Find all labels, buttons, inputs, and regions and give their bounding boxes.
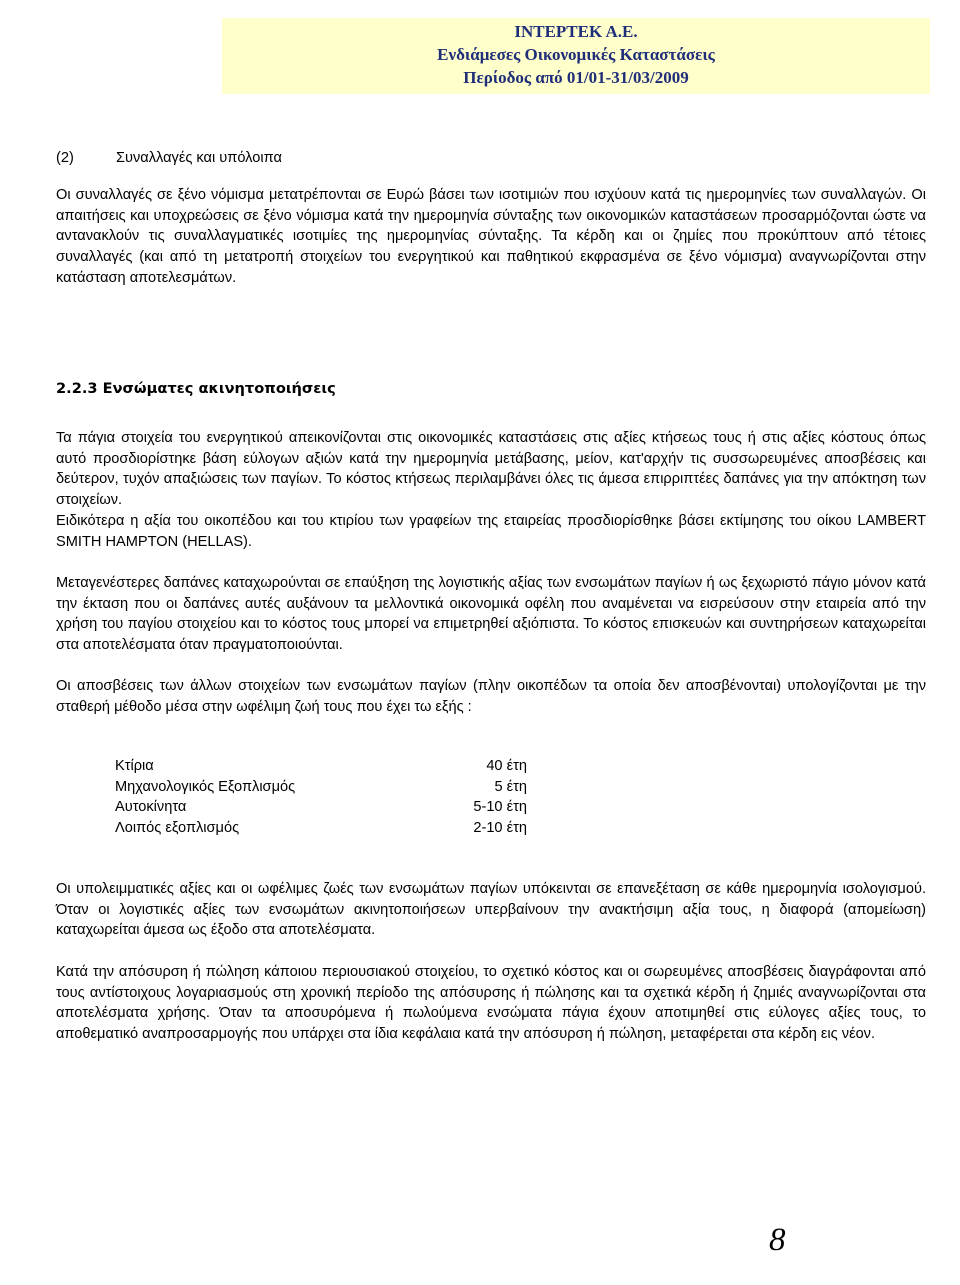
useful-life-value: 5 έτη: [494, 778, 527, 795]
section-heading-tangible-assets: 2.2.3 Ενσώματες ακινητοποιήσεις: [56, 380, 336, 397]
section-title: Συναλλαγές και υπόλοιπα: [116, 150, 282, 166]
useful-life-value: 2-10 έτη: [473, 820, 527, 837]
paragraph-asset-valuation: Τα πάγια στοιχεία του ενεργητικού απεικονίζονται στις οικονομικές καταστάσεις στις αξίες κτήσεως τους ή στις αξίες κόστους όπως αυτό προσδιορίστηκε βάση εύλογων αξιών κατά την ημερομηνία μετάβασης, μείον, κατ'αρχήν τις συσσωρευμένες αποσβέσεις και δεύτερον, τυχόν απαξιώσεις των παγίων. Το κόστος κτήσεως περιλαμβάνει όλες τις άμεσα επιρριπτέες δαπάνες για την απόκτηση των στοιχείων.: [56, 430, 926, 509]
table-row: [115, 777, 527, 798]
paragraph-depreciation: Οι αποσβέσεις των άλλων στοιχείων των ενσωμάτων παγίων (πλην οικοπέδων τα οποία δεν αποσβένονται) υπολογίζονται με την σταθερή μέθοδο μέσα στην ωφέλιμη ζωή τους που έχει τω εξής :: [56, 678, 926, 715]
company-name: INTEPTEK A.E.: [514, 22, 638, 41]
useful-life-value: 40 έτη: [486, 758, 527, 774]
asset-label: Μηχανολογικός Εξοπλισμός: [115, 778, 296, 795]
paragraph-subsequent-costs: Μεταγενέστερες δαπάνες καταχωρούνται σε επαύξηση της λογιστικής αξίας των ενσωμάτων παγίων ή ως ξεχωριστό πάγιο μόνον κατά την έκταση που οι δαπάνες αυτές αυξάνουν τα μελλοντικά οικονομικά οφέλη που αναμένεται να εισρεύσουν στην εταιρεία από την χρήση του παγίου στοιχείου και το κόστος τους μπορεί να επιμετρηθεί αξιόπιστα. Το κόστος επισκευών και συντηρήσεων καταχωρείται στα αποτελέσματα όταν πραγματοποιούνται.: [56, 575, 926, 654]
section-number: (2): [56, 150, 74, 166]
report-title: Ενδιάμεσες Οικονομικές Καταστάσεις: [437, 45, 715, 64]
paragraph-land-building-valuation: Ειδικότερα η αξία του οικοπέδου και του κτιρίου των γραφείων της εταιρείας προσδιορίσθηκε βάσει εκτίμησης του οίκου LAMBERT SMITH HAMPTON (HELLAS).: [56, 513, 926, 550]
asset-label: Κτίρια: [115, 758, 154, 774]
table-row: [115, 756, 527, 777]
page-number: 8: [769, 1222, 786, 1258]
asset-label: Αυτοκίνητα: [115, 799, 187, 816]
paragraph-disposal: Κατά την απόσυρση ή πώληση κάποιου περιουσιακού στοιχείου, το σχετικό κόστος και οι σωρευμένες αποσβέσεις διαγράφονται από τους αντίστοιχους λογαριασμούς στη χρονική περίοδο της απόσυρσης ή πώλησης και τα σχετικά κέρδη ή ζημιές αναγνωρίζονται στα αποτελέσματα χρήσης. Όταν τα αποσυρόμενα ή πωλούμενα ενσώματα πάγια έχουν αποτιμηθεί στις εύλογες αξίες τους, το αποθεματικό αναπροσαρμογής που υπάρχει στα ίδια κεφάλαια κατά την απόσυρση ή πώληση, μεταφέρεται στα κέρδη εις νέον.: [56, 964, 926, 1043]
table-row: [115, 818, 527, 839]
paragraph-foreign-currency: Οι συναλλαγές σε ξένο νόμισμα μετατρέπονται σε Ευρώ βάσει των ισοτιμιών που ισχύουν κατά τις ημερομηνίες των συναλλαγών. Οι απαιτήσεις και υποχρεώσεις σε ξένο νόμισμα κατά την ημερομηνία σύνταξης των οικονομικών καταστάσεων προσαρμόζονται ώστε να αντανακλούν τις συναλλαγματικές ισοτιμίες της ημερομηνίας σύνταξης. Τα κέρδη και οι ζημίες που προκύπτουν από τέτοιες συναλλαγές (και από τη μετατροπή στοιχείων του ενεργητικού και παθητικού εκφρασμένα σε ξένο νόμισμα) αναγνωρίζονται στην κατάσταση αποτελεσμάτων.: [56, 187, 926, 286]
document-header: [222, 18, 930, 94]
useful-life-value: 5-10 έτη: [473, 799, 527, 816]
table-row: [115, 797, 527, 818]
section-2-title-row: [56, 150, 282, 166]
paragraph-residual-values: Οι υπολειμματικές αξίες και οι ωφέλιμες ζωές των ενσωμάτων παγίων υπόκεινται σε επανεξέταση σε κάθε ημερομηνία ισολογισμού. Όταν οι λογιστικές αξίες των ενσωμάτων ακινητοποιήσεων υπερβαίνουν την ανακτήσιμη αξία τους, η διαφορά (απομείωση) καταχωρείται άμεσα ως έξοδο στα αποτελέσματα.: [56, 881, 926, 939]
asset-label: Λοιπός εξοπλισμός: [115, 820, 240, 837]
useful-life-table: [115, 756, 527, 839]
report-period: Περίοδος από 01/01-31/03/2009: [463, 68, 689, 87]
